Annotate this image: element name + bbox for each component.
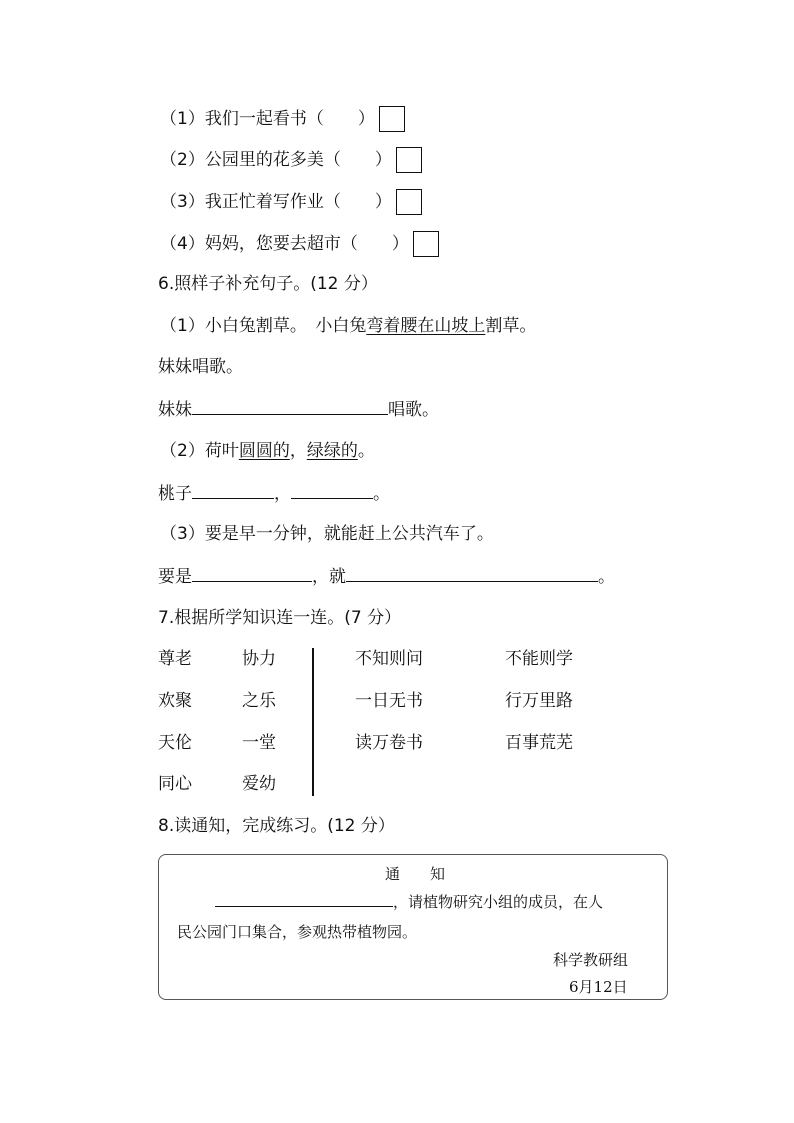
underlined-phrase: 在山坡上 [417,316,486,336]
q6-line-2: 妹妹唱歌。 [158,357,243,377]
match-word[interactable]: 同心 [158,774,192,794]
answer-blank[interactable] [192,482,274,499]
q5-item-3 [160,189,422,215]
notice-line-2: 民公园门口集合，参观热带植物园。 [177,923,418,941]
notice-date: 6月12日 [569,978,628,996]
q5-item-4 [160,231,439,257]
q6-example-3: （3）要是早一分钟，就能赶上公共汽车了。 [160,524,494,544]
answer-blank[interactable] [346,565,598,582]
q6-title: 6.照样子补充句子。(12 分） [158,274,378,294]
q5-item-1 [160,106,405,132]
answer-box[interactable] [396,147,422,173]
answer-box[interactable] [396,189,422,215]
column-divider [312,648,314,796]
match-phrase[interactable]: 不知则问 [355,649,423,669]
q5-item-label: （1）我们一起看书（ ） [160,109,375,129]
answer-blank[interactable] [215,892,393,907]
q8-title: 8.读通知，完成练习。(12 分） [158,816,395,836]
notice-line-1 [215,891,603,912]
answer-blank[interactable] [192,565,312,582]
line-text: 桃子 [158,484,192,504]
q6-line-3 [158,398,439,421]
line-text: 。 [373,484,390,504]
notice-box [158,854,668,1000]
q5-item-label: （4）妈妈，您要去超市（ ） [160,234,409,254]
example-text: ， [289,441,307,461]
match-word[interactable]: 欢聚 [158,691,192,711]
line-text: 妹妹 [158,400,192,420]
line-text: 唱歌。 [388,400,439,420]
line-text: ，就 [312,567,346,587]
match-word[interactable]: 爱幼 [242,774,276,794]
underlined-phrase: 弯着腰 [366,316,418,336]
underlined-phrase: 圆圆的 [238,441,290,461]
match-phrase[interactable]: 百事荒芜 [505,733,573,753]
match-word[interactable]: 尊老 [158,649,192,669]
match-phrase[interactable]: 行万里路 [505,691,573,711]
answer-blank[interactable] [192,398,388,415]
answer-box[interactable] [379,106,405,132]
q6-example-1 [160,315,536,337]
notice-signer: 科学教研组 [553,951,629,969]
q5-item-label: （2）公园里的花多美（ ） [160,150,392,170]
answer-box[interactable] [413,231,439,257]
notice-title: 通 知 [385,865,446,883]
match-word[interactable]: 一堂 [242,733,276,753]
match-phrase[interactable]: 读万卷书 [355,733,423,753]
example-text: 割草。 [485,316,537,336]
line-text: 要是 [158,567,192,587]
example-text: （1）小白兔割草。 小白兔 [160,316,367,336]
q6-line-5 [158,482,390,505]
answer-blank[interactable] [291,482,373,499]
example-text: 。 [357,441,375,461]
example-text: （2）荷叶 [160,441,239,461]
q6-example-2 [160,440,375,462]
match-word[interactable]: 之乐 [242,691,276,711]
q6-line-7 [158,565,615,588]
match-phrase[interactable]: 一日无书 [355,691,423,711]
match-word[interactable]: 天伦 [158,733,192,753]
underlined-phrase: 绿绿的 [306,441,358,461]
match-word[interactable]: 协力 [242,649,276,669]
q5-item-2 [160,147,422,173]
q7-title: 7.根据所学知识连一连。(7 分） [158,608,402,628]
match-phrase[interactable]: 不能则学 [505,649,573,669]
q5-item-label: （3）我正忙着写作业（ ） [160,192,392,212]
line-text: ， [274,484,291,504]
notice-text: ，请植物研究小组的成员，在人 [393,893,604,911]
line-text: 。 [598,567,615,587]
